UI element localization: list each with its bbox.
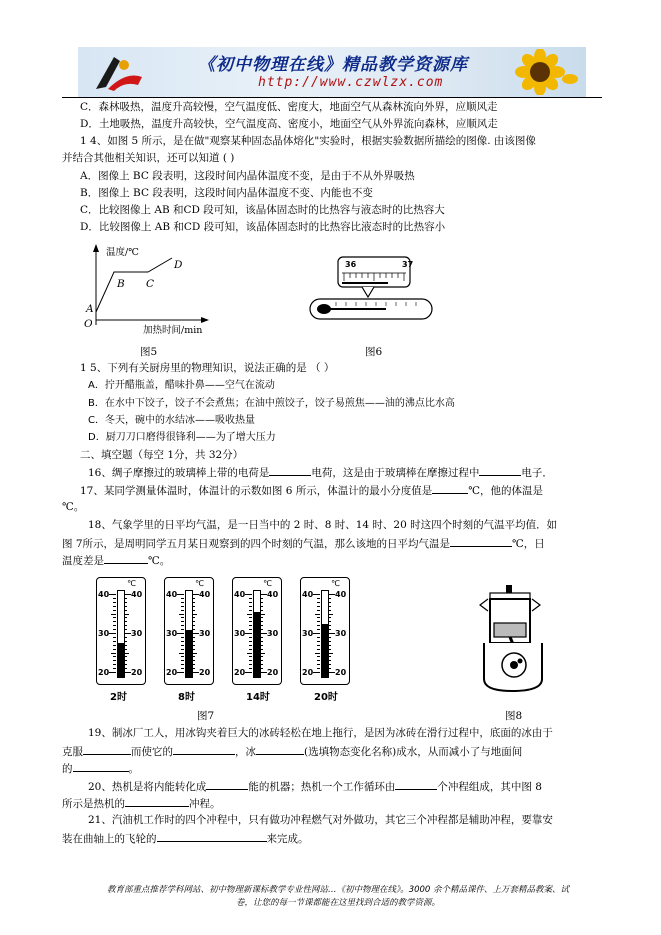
q20-text-c: 个冲程组成，其中图 8 [437,781,542,793]
figure5-origin: O [84,318,93,330]
figure7-tick [124,672,131,673]
figure7-tick-label: 30 [267,629,279,638]
figure7-tick [328,645,331,646]
q20-blank-1[interactable] [206,779,248,790]
header-banner [78,47,586,97]
figure7-tick [260,594,267,595]
figure7-tick [247,614,252,615]
figure7-tick [181,629,184,630]
figure7-tick [249,610,252,611]
figure7-tick [181,656,184,657]
figure7-tick [192,594,199,595]
figure7-tick [315,653,320,654]
figure7-tick [177,672,184,673]
figure7-tick [260,629,263,630]
q19-stem: 19、制冰厂工人，用冰钩夹着巨大的冰砖轻松在地上拖行，是因为冰砖在滑行过程中，底面的冰由于 [88,727,553,739]
figure7-tick [249,664,252,665]
figure7-tick [181,606,184,607]
figure7-tick [181,637,184,638]
figure7-tick [328,649,331,650]
figure7-tick [317,606,320,607]
figure7-tick [192,660,195,661]
figure7-tick [192,656,195,657]
figure7-tick [124,621,127,622]
figure7-tick [113,649,116,650]
figure7-tick [181,660,184,661]
figure7-tick [317,660,320,661]
figure7-tick [124,653,129,654]
figure7-tick [124,629,127,630]
figure7-tick [192,610,195,611]
section-fill-blank-title: 二、填空题（每空 1分，共 32分） [80,449,244,461]
figure7-tick [249,606,252,607]
figure7-tick-label: 20 [267,668,279,677]
figure7-tick [249,602,252,603]
figure7-tick [328,610,331,611]
figure7-tick [249,617,252,618]
figure7-tick-label: 30 [131,629,143,638]
figure7-tick [249,637,252,638]
figure7-tick [247,653,252,654]
figure7-tick [124,637,127,638]
q21-text-b: 来完成。 [266,833,309,845]
figure7-tick [124,633,131,634]
figure7-tick [328,637,331,638]
figure7-tick [113,664,116,665]
figure7-tick [245,633,252,634]
figure7-time-label: 8时 [178,692,195,703]
figure7-tick [177,633,184,634]
q17-text-b: ℃，他的体温是 [468,485,543,497]
figure7-tick [124,641,127,642]
logo-icon [86,51,146,93]
q17-line-cont: ℃。 [62,501,85,513]
figure7-tick-label: 30 [335,629,347,638]
q17-blank-1[interactable] [432,483,468,494]
figure7-tick [313,633,320,634]
footer-line-2: 卷，让您的每一节课都能在这里找到合适的教学资源。 [235,898,440,908]
q21-text-a: 装在曲轴上的飞轮的 [62,833,157,845]
q14-option-c: C．比较图像上 AB 和CD 段可知，该晶体固态时的比热容与液态时的比热容大 [80,204,445,216]
figure7-tick [260,617,263,618]
figure7-tick [192,629,195,630]
figure7-tick [317,649,320,650]
figure7-tick [260,610,263,611]
figure7-tick [192,621,195,622]
q18-line-2 [62,536,545,551]
figure7-tick [113,629,116,630]
figure7-tick [260,621,263,622]
figure7-tick [260,668,263,669]
figure5-xlabel: 加热时间/min [143,325,203,336]
figure7-tick-label: 40 [131,590,143,599]
figure7-tick [260,602,263,603]
figure7-tick [315,614,320,615]
q21-line-2 [62,831,309,846]
figure7-tick [245,672,252,673]
figure7-tick [317,629,320,630]
figure7-tick [111,614,116,615]
header-rule [62,97,602,98]
q16-text-b: 电荷，这是由于玻璃棒在摩擦过程中 [311,467,480,479]
figure5-point-d: D [174,259,183,271]
figure8-caption: 图8 [505,710,523,722]
q14-stem-cont: 并结合其他相关知识，还可以知道 ( ) [62,152,235,164]
figure7-tick [328,594,335,595]
q20-line-1 [88,779,542,794]
figure7-tick [124,617,127,618]
figure5-point-c: C [146,278,155,290]
q13-option-c: C．森林吸热，温度升高较慢，空气温度低、密度大，地面空气从森林流向外界，应顺风走 [80,101,498,113]
figure7-tick [124,594,131,595]
figure7-tick [192,649,195,650]
q14-stem: 1 4、如图 5 所示，是在做"观察某种固态晶体熔化"实验时，根据实验数据所描绘的图像. 由该图像 [80,135,536,147]
q14-option-d: D．比较图像上 AB 和CD 段可知，该晶体固态时的比热容比液态时的比热容小 [80,221,446,233]
figure6-scale-right: 37 [402,260,414,269]
figure7-tick [109,594,116,595]
figure6-thermometer [306,255,436,327]
figure7-tick-label: 40 [267,590,279,599]
figure7-tick [328,641,331,642]
figure5-point-a: A [86,303,94,315]
figure7-tick [249,660,252,661]
figure7-tick [317,617,320,618]
q21-stem: 21、汽油机工作时的四个冲程中，只有做功冲程燃气对外做功，其它三个冲程都是辅助冲程，要靠安 [88,814,553,826]
figure7-tick [260,637,263,638]
q15-option-c: C．冬天，碗中的水结冰——吸收热量 [88,415,255,426]
q19-blank-1[interactable] [83,744,131,755]
figure7-tick-label: 40 [199,590,211,599]
figure7-tick [328,633,335,634]
figure7-tick-label: 30 [166,629,178,638]
q20-text-a: 20、热机是将内能转化成 [88,781,207,793]
q19-text-f: 。 [128,763,139,775]
figure7-tick [177,594,184,595]
q19-blank-4[interactable] [73,761,129,772]
figure7-tick [260,633,267,634]
figure7-tick [192,614,197,615]
figure8-engine [476,583,552,695]
figure7-tick [124,645,127,646]
figure7-tick [317,641,320,642]
figure7-tick [124,598,127,599]
figure7-tick [249,598,252,599]
figure7-tick-label: 20 [199,668,211,677]
q13-option-d: D．土地吸热，温度升高较快，空气温度高、密度小，地面空气从外界流向森林，应顺风走 [80,118,498,130]
q19-text-c: ，冰 [235,746,256,758]
figure7-unit-label: ℃ [195,579,204,588]
q16-blank-2[interactable] [479,465,521,476]
figure7-thermometer-3 [232,577,282,685]
banner-title: 《初中物理在线》精品教学资源库 [198,55,468,75]
figure7-tick [192,598,195,599]
q20-blank-3[interactable] [125,796,189,807]
figure7-tick [249,656,252,657]
figure7-tick [249,668,252,669]
figure7-tick [260,672,267,673]
figure7-tick [113,641,116,642]
figure7-tick [328,602,331,603]
q18-text-a: 图 7所示，是周明同学五月某日观察到的四个时刻的气温，那么该地的日平均气温是 [62,538,451,550]
figure7-tick [317,602,320,603]
figure7-tick [124,625,127,626]
figure7-tick [328,629,331,630]
figure7-tick [328,660,331,661]
figure7-tick-label: 20 [98,668,110,677]
figure7-tick [192,602,195,603]
q19-line-2 [62,744,522,759]
q18-text-c: 温度差是 [62,555,104,567]
figure7-unit-label: ℃ [331,579,340,588]
q15-stem: 1 5、下列有关厨房里的物理知识，说法正确的是 （ ） [80,362,335,374]
figure7-tick-label: 30 [98,629,110,638]
q16-text-c: 电子． [521,467,553,479]
q17-text-a: 17、某同学测量体温时，体温计的示数如图 6 所示，体温计的最小分度值是 [80,485,433,497]
figure7-tick [317,625,320,626]
figure7-tick [328,668,331,669]
figure7-tick [124,610,127,611]
figure7-tick [192,672,199,673]
figure7-tick [317,598,320,599]
figure6-caption: 图6 [365,346,383,358]
figure7-tick-label: 20 [335,668,347,677]
figure7-unit-label: ℃ [127,579,136,588]
figure7-tick [181,625,184,626]
figure7-tick [181,668,184,669]
figure7-tick [260,614,265,615]
q20-text-b: 能的机器；热机一个工作循环由 [248,781,396,793]
figure7-tick-label: 20 [302,668,314,677]
figure7-tick [249,645,252,646]
figure6-scale-left: 36 [345,260,357,269]
figure7-tick [260,641,263,642]
figure7-tick-label: 40 [166,590,178,599]
q17-line [80,483,543,498]
figure7-tick-label: 40 [98,590,110,599]
figure7-tick [124,602,127,603]
figure7-tick [181,610,184,611]
q19-text-e: 的 [62,763,73,775]
q19-text-a: 克服 [62,746,83,758]
figure7-thermometer-2 [164,577,214,685]
figure7-tick [179,614,184,615]
figure7-tick [328,653,333,654]
figure7-tick [249,629,252,630]
figure7-tick [181,602,184,603]
figure7-tick [260,664,263,665]
q16-blank-1[interactable] [269,465,311,476]
q15-option-a: A．拧开醋瓶盖，醋味扑鼻——空气在流动 [88,380,275,391]
q21-blank-1[interactable] [157,831,267,842]
q19-blank-2[interactable] [173,744,235,755]
figure7-tick [181,664,184,665]
figure7-tick [192,653,197,654]
figure7-tick [124,668,127,669]
figure7-tick [260,649,263,650]
q18-line-3 [62,553,170,568]
q19-line-3 [62,761,139,776]
banner-url[interactable]: http://www.czwlzx.com [258,75,444,90]
figure7-tick [192,641,195,642]
figure7-tick [249,621,252,622]
figure7-tick [328,656,331,657]
q15-option-d: D．厨刀刀口磨得很锋利——为了增大压力 [88,432,276,443]
figure7-tick [317,664,320,665]
q15-option-b: B．在水中下饺子，饺子不会煮焦；在油中煎饺子，饺子易煎焦——油的沸点比水高 [88,398,455,409]
figure7-tick [249,649,252,650]
q19-blank-3[interactable] [256,744,304,755]
figure7-tick [328,614,333,615]
figure7-tick [109,633,116,634]
figure7-tick-label: 20 [166,668,178,677]
figure7-tick [328,598,331,599]
figure7-tick [124,664,127,665]
figure7-tick [113,656,116,657]
figure7-tick [249,641,252,642]
q18-stem: 18、气象学里的日平均气温，是一日当中的 2 时、8 时、14 时、20 时这四个时刻的气温平均值．如 [88,519,558,531]
figure7-tick [313,594,320,595]
figure7-tick [192,617,195,618]
figure7-tick [124,606,127,607]
q14-option-a: A．图像上 BC 段表明，这段时间内晶体温度不变，是由于不从外界吸热 [80,170,415,182]
figure7-tick-label: 30 [302,629,314,638]
q18-blank-1[interactable] [450,536,512,547]
figure7-tick [245,594,252,595]
q16-text-a: 16、绸子摩擦过的玻璃棒上带的电荷是 [88,467,270,479]
figure7-tick [113,625,116,626]
footer-line-1: 教育部重点推荐学科网站、初中物理新课标教学专业性网站…《初中物理在线》。3000 余个精品课件、上万套精品教案、试 [106,885,570,895]
figure7-tick [181,621,184,622]
q18-blank-2[interactable] [104,553,148,564]
q20-text-d: 所示是热机的 [62,798,125,810]
figure7-tick [124,614,129,615]
figure7-tick [124,649,127,650]
figure7-tick-label: 30 [234,629,246,638]
figure7-tick [328,672,335,673]
figure7-tick [124,656,127,657]
figure7-tick [317,645,320,646]
figure7-tick [192,633,199,634]
figure7-tick-label: 20 [234,668,246,677]
figure7-tick [181,645,184,646]
figure7-thermometer-1 [96,577,146,685]
q16-line [88,465,553,480]
figure7-tick [313,672,320,673]
figure5-caption: 图5 [140,346,158,358]
figure7-tick [192,645,195,646]
figure7-tick [317,668,320,669]
figure7-tick [113,617,116,618]
figure7-tick [192,625,195,626]
q20-line-2 [62,796,221,811]
figure7-tick [328,606,331,607]
figure7-tick [192,606,195,607]
figure7-tick [260,606,263,607]
figure7-tick [260,598,263,599]
figure7-tick-label: 40 [234,590,246,599]
figure7-tick-label: 30 [199,629,211,638]
figure7-tick [113,598,116,599]
q18-text-d: ℃。 [148,555,171,567]
figure5-point-b: B [117,278,125,290]
figure7-tick [192,637,195,638]
figure7-caption: 图7 [197,710,215,722]
figure7-thermometer-4 [300,577,350,685]
figure7-tick [317,610,320,611]
figure7-tick [113,645,116,646]
figure7-tick-label: 20 [131,668,143,677]
figure7-tick [249,625,252,626]
figure7-time-label: 20时 [314,692,338,703]
figure7-tick [113,602,116,603]
q20-text-e: 冲程。 [189,798,221,810]
figure7-tick [111,653,116,654]
figure7-tick [328,621,331,622]
figure7-tick [317,637,320,638]
figure7-tick-label: 40 [302,590,314,599]
figure7-tick [328,617,331,618]
figure7-tick [113,610,116,611]
figure7-tick [260,660,263,661]
figure7-tick [113,621,116,622]
figure7-tick [113,660,116,661]
q14-option-b: B．图像上 BC 段表明，这段时间内晶体温度不变、内能也不变 [80,187,373,199]
figure7-tick [113,637,116,638]
figure7-tick [328,664,331,665]
q19-text-b: 而使它的 [131,746,173,758]
figure7-tick [181,649,184,650]
figure7-tick [260,653,265,654]
figure7-time-label: 2时 [110,692,127,703]
figure7-tick [181,641,184,642]
figure5-ylabel: 温度/℃ [106,247,139,258]
figure7-unit-label: ℃ [263,579,272,588]
q20-blank-2[interactable] [395,779,437,790]
page-footer [78,884,598,910]
figure7-tick [179,653,184,654]
figure7-tick [317,621,320,622]
figure7-tick [181,598,184,599]
figure7-tick [328,625,331,626]
figure7-tick [124,660,127,661]
figure7-tick-label: 40 [335,590,347,599]
figure7-tick [192,664,195,665]
figure7-tick [260,625,263,626]
figure7-tick [317,656,320,657]
figure7-tick [113,606,116,607]
figure7-tick [109,672,116,673]
q18-text-b: ℃，日 [512,538,545,550]
figure7-tick [192,668,195,669]
figure7-tick [260,656,263,657]
figure7-tick [260,645,263,646]
figure7-tick [113,668,116,669]
figure7-tick [181,617,184,618]
sunflower-icon [500,49,580,95]
q19-text-d: (选填物态变化名称)成水，从而减小了与地面间 [304,746,523,758]
figure7-time-label: 14时 [246,692,270,703]
